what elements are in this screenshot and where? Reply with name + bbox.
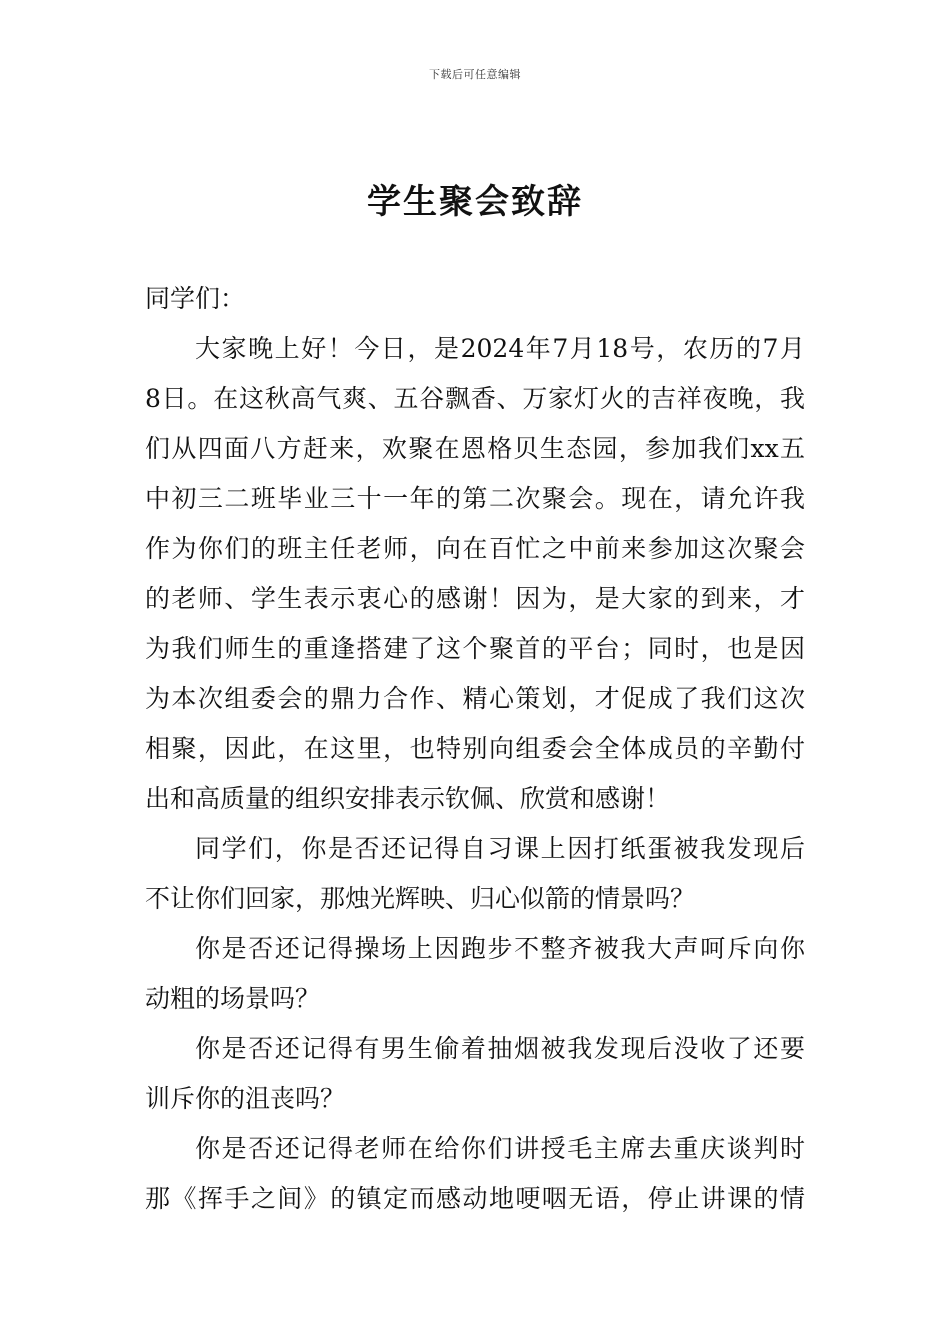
paragraph-line: 你是否还记得老师在给你们讲授毛主席去重庆谈判时 <box>195 1134 805 1163</box>
paragraph-line: 动粗的场景吗？ <box>145 984 321 1013</box>
paragraph-line: 中初三二班毕业三十一年的第二次聚会。现在，请允许我 <box>145 484 805 513</box>
paragraph-line: 你是否还记得有男生偷着抽烟被我发现后没收了还要 <box>195 1034 805 1063</box>
paragraph-line: 们从四面八方赶来，欢聚在恩格贝生态园，参加我们xx五 <box>145 434 805 463</box>
paragraph-line: 为本次组委会的鼎力合作、精心策划，才促成了我们这次 <box>145 684 805 713</box>
paragraph-line: 训斥你的沮丧吗？ <box>145 1084 346 1113</box>
paragraph-line: 大家晚上好！今日，是2024年7月18号，农历的7月 <box>195 334 805 363</box>
paragraph-line: 同学们，你是否还记得自习课上因打纸蛋被我发现后 <box>195 834 805 863</box>
paragraph-line: 为我们师生的重逢搭建了这个聚首的平台；同时，也是因 <box>145 634 805 663</box>
salutation-line: 同学们： <box>145 284 246 313</box>
paragraph-line: 作为你们的班主任老师，向在百忙之中前来参加这次聚会 <box>145 534 805 563</box>
page-header-note: 下载后可任意编辑 <box>429 68 521 81</box>
paragraph-line: 8日。在这秋高气爽、五谷飘香、万家灯火的吉祥夜晚，我 <box>145 384 805 413</box>
document-title: 学生聚会致辞 <box>367 182 583 222</box>
paragraph-line: 相聚，因此，在这里，也特别向组委会全体成员的辛勤付 <box>145 734 805 763</box>
paragraph-line: 出和高质量的组织安排表示钦佩、欣赏和感谢！ <box>145 784 671 813</box>
paragraph-line: 你是否还记得操场上因跑步不整齐被我大声呵斥向你 <box>195 934 805 963</box>
paragraph-line: 那《挥手之间》的镇定而感动地哽咽无语，停止讲课的情 <box>145 1184 805 1213</box>
paragraph-line: 不让你们回家，那烛光辉映、归心似箭的情景吗？ <box>145 884 696 913</box>
paragraph-line: 的老师、学生表示衷心的感谢！因为，是大家的到来，才 <box>145 584 805 613</box>
document-body <box>145 274 805 1224</box>
